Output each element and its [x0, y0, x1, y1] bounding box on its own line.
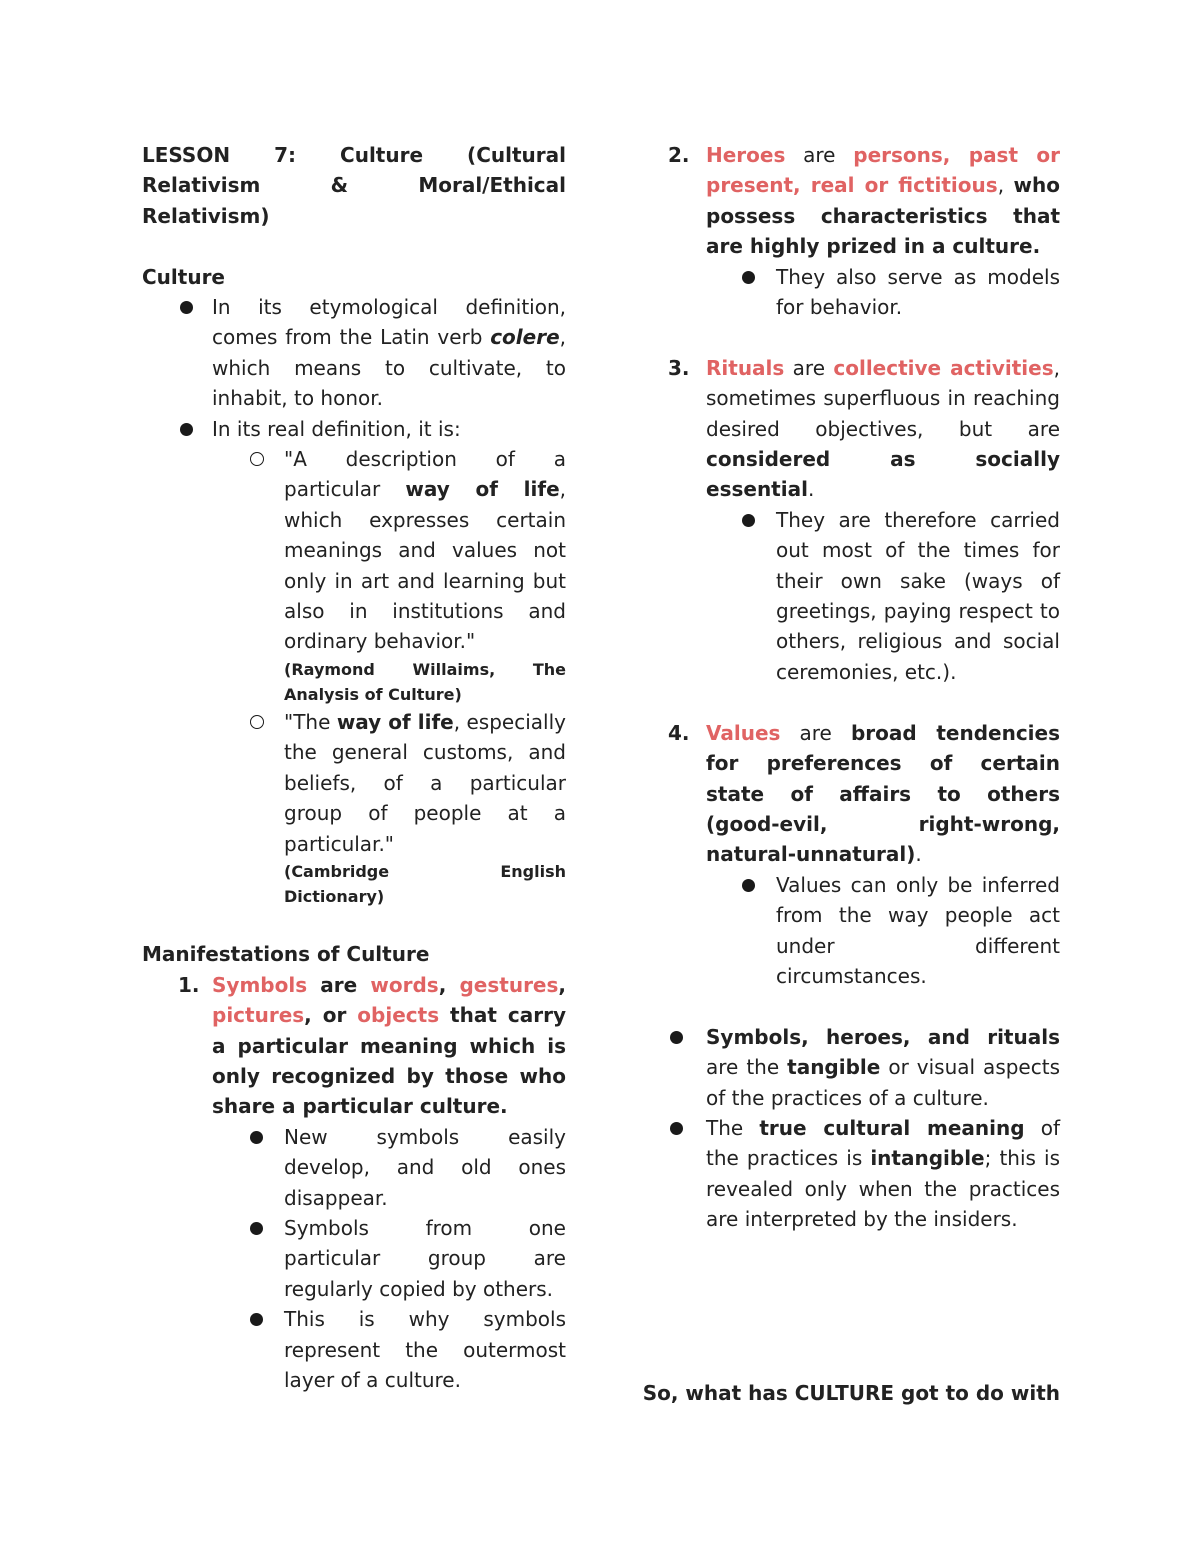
rituals-sub: They are therefore carried out most of the times for their own sake (ways of greetings, paying respect to others, religious and social ceremonies, etc.).: [776, 507, 1060, 684]
manifestations-heading: Manifestations of Culture: [142, 942, 430, 967]
lesson-title: LESSON 7: Culture (Cultural Relativism & Moral/Ethical Relativism): [142, 143, 566, 228]
symbols-sub-2: Symbols from one particular group are regularly copied by others.: [284, 1215, 566, 1301]
bullet-real-definition: In its real definition, it is:: [212, 416, 461, 441]
bullet-etymology: In its etymological definition, comes from the Latin verb colere, which means to cultivate, to inhabit, to honor.: [212, 295, 566, 411]
tangible-bullet: Symbols, heroes, and rituals are the tangible or visual aspects of the practices of a culture.: [706, 1024, 1060, 1110]
citation-cambridge: (Cambridge English Dictionary): [284, 861, 566, 906]
manifestation-symbols: 1. Symbols are words, gestures, pictures, or objects that carry a particular meaning which is only recognized by those who share a particular culture.: [178, 972, 567, 1119]
culture-heading: Culture: [142, 264, 225, 289]
symbols-sub-3: This is why symbols represent the outermost layer of a culture.: [284, 1307, 566, 1392]
quote-williams: "A description of a particular way of life, which expresses certain meanings and values not only in art and learning but also in institutions and ordinary behavior." (Raymond Willaims, The Analysis of Culture): [142, 444, 566, 707]
quote-cambridge: "The way of life, especially the general customs, and beliefs, of a particular group of people at a particular." (Cambridge English Dictionary): [142, 707, 566, 909]
symbols-sub-1: New symbols easily develop, and old ones disappear.: [284, 1124, 566, 1210]
manifestation-heroes: 2. Heroes are persons, past or present, real or fictitious, who possess characteristics that are highly prized in a culture.: [668, 143, 1061, 259]
closing-question: So, what has CULTURE got to do with: [642, 1381, 1060, 1405]
heroes-sub: They also serve as models for behavior.: [776, 264, 1060, 320]
values-sub: Values can only be inferred from the way people act under different circumstances.: [776, 872, 1060, 988]
intangible-bullet: The true cultural meaning of the practices is intangible; this is revealed only when the practices are interpreted by the insiders.: [706, 1115, 1060, 1232]
left-column: [142, 140, 566, 1395]
citation-williams: (Raymond Willaims, The Analysis of Culture): [284, 659, 566, 704]
latin-verb: colere: [490, 325, 560, 350]
right-column: [670, 140, 1060, 1235]
manifestation-values: 4. Values are broad tendencies for preferences of certain state of affairs to others (good-evil, right-wrong, natural-unnatural).: [668, 720, 1061, 867]
manifestation-rituals: 3. Rituals are collective activities, sometimes superfluous in reaching desired objectives, but are considered as socially essential.: [668, 355, 1060, 502]
